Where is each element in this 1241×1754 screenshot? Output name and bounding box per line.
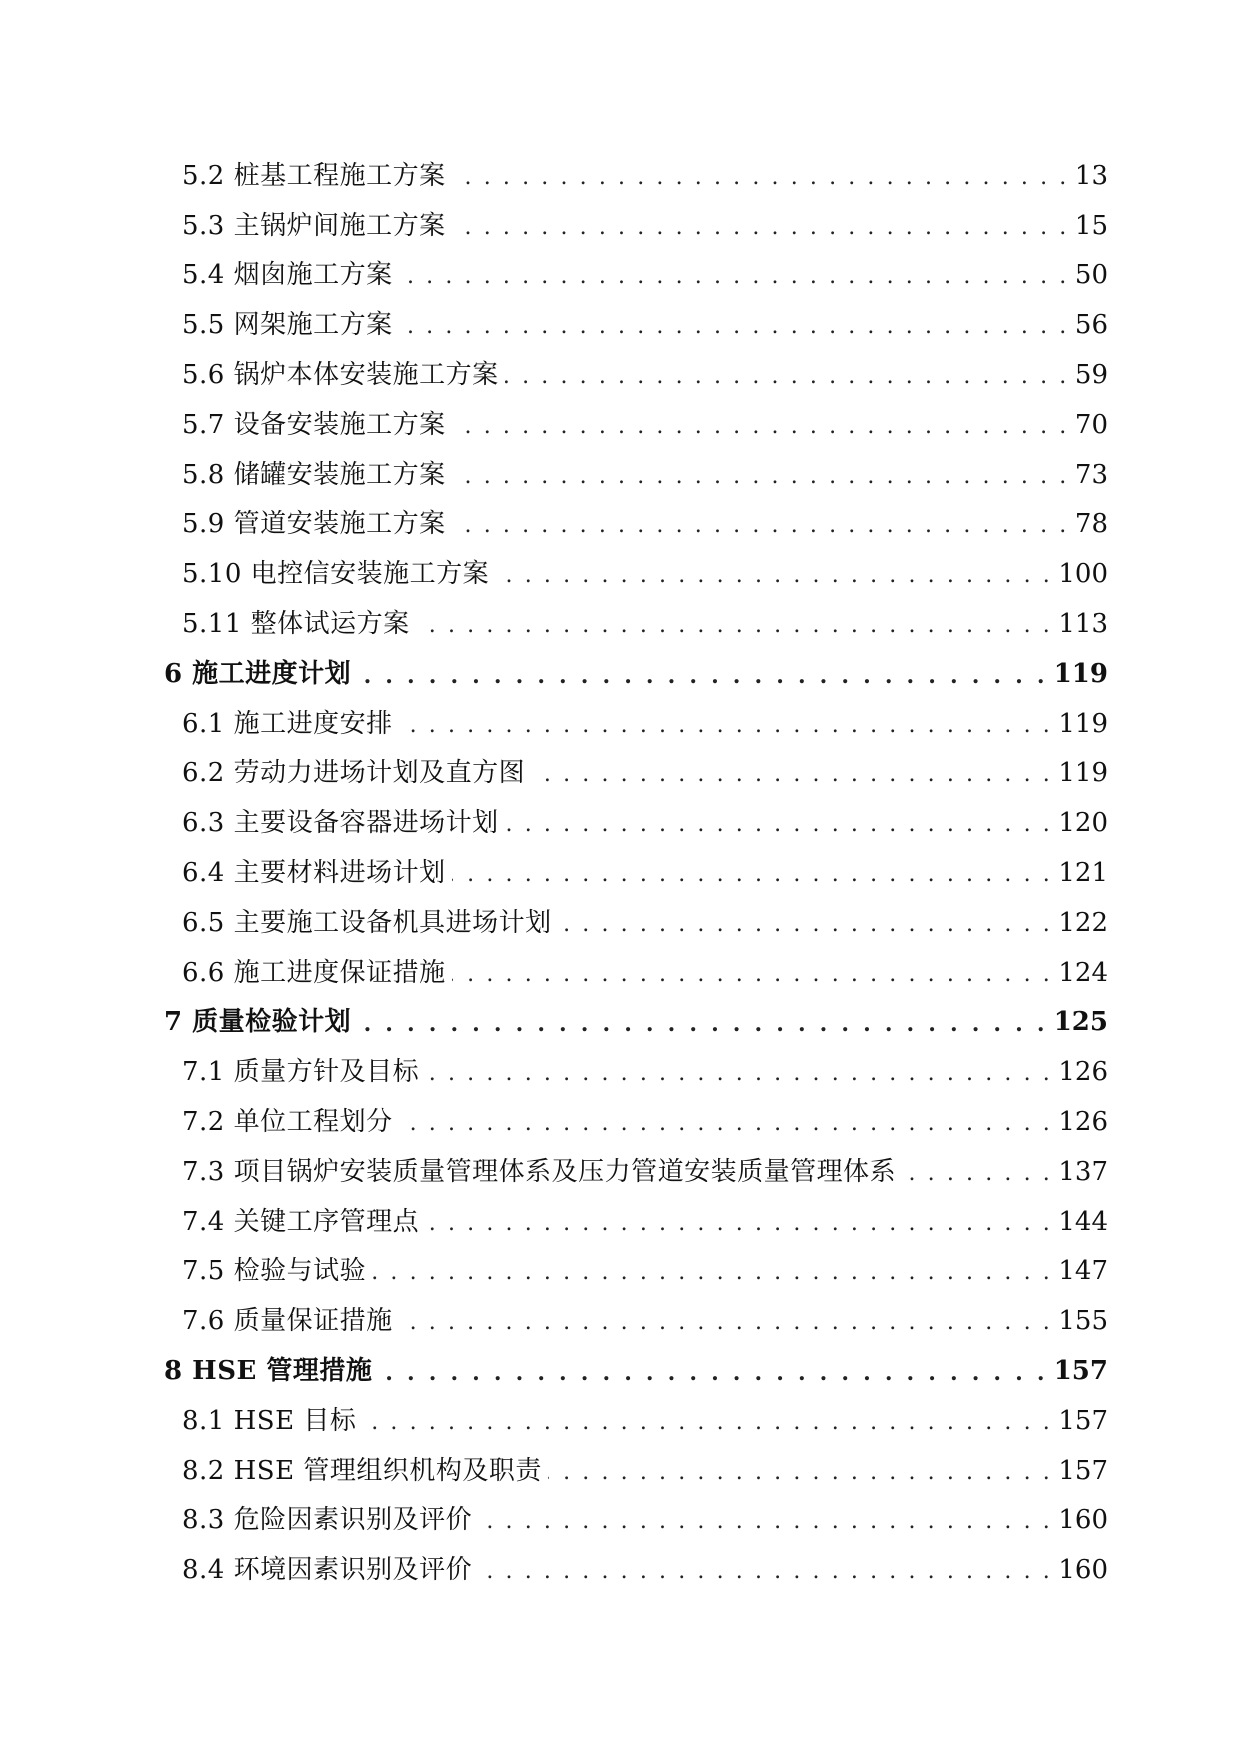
toc-entry-page-number: 121 bbox=[1058, 858, 1108, 889]
toc-entry-page-number: 50 bbox=[1074, 260, 1108, 291]
toc-entry-page-number: 13 bbox=[1074, 160, 1108, 191]
toc-entry-title: 5.5 网架施工方案 bbox=[182, 310, 393, 341]
toc-section-entry[interactable] bbox=[0, 500, 1241, 550]
toc-section-entry[interactable] bbox=[0, 948, 1241, 998]
toc-section-entry[interactable] bbox=[0, 1496, 1241, 1546]
toc-chapter-entry[interactable] bbox=[0, 649, 1241, 699]
toc-entry-page-number: 157 bbox=[1058, 1455, 1108, 1486]
toc-section-entry[interactable] bbox=[0, 1296, 1241, 1346]
toc-section-entry[interactable] bbox=[0, 400, 1241, 450]
toc-dot-leader bbox=[399, 310, 1069, 340]
toc-entry-title: 5.6 锅炉本体安装施工方案 bbox=[182, 360, 499, 391]
toc-entry-title: 7.6 质量保证措施 bbox=[182, 1306, 393, 1337]
toc-dot-leader bbox=[357, 1007, 1048, 1037]
toc-entry-page-number: 160 bbox=[1058, 1505, 1108, 1536]
toc-section-entry[interactable] bbox=[0, 1047, 1241, 1097]
toc-section-entry[interactable] bbox=[0, 1247, 1241, 1297]
toc-entry-page-number: 157 bbox=[1058, 1405, 1108, 1436]
toc-dot-leader bbox=[378, 1356, 1047, 1386]
toc-dot-leader bbox=[399, 709, 1053, 739]
toc-dot-leader bbox=[362, 1406, 1052, 1436]
toc-section-entry[interactable] bbox=[0, 749, 1241, 799]
toc-section-entry[interactable] bbox=[0, 848, 1241, 898]
toc-dot-leader bbox=[425, 1057, 1052, 1087]
toc-section-entry[interactable] bbox=[0, 699, 1241, 749]
toc-entry-page-number: 119 bbox=[1058, 758, 1108, 789]
toc-entry-page-number: 100 bbox=[1058, 559, 1108, 590]
toc-entry-title: 6.3 主要设备容器进场计划 bbox=[182, 808, 499, 839]
toc-section-entry[interactable] bbox=[0, 1197, 1241, 1247]
toc-dot-leader bbox=[416, 609, 1053, 639]
toc-section-entry[interactable] bbox=[0, 300, 1241, 350]
toc-dot-leader bbox=[478, 1555, 1052, 1585]
toc-entry-page-number: 126 bbox=[1058, 1107, 1108, 1138]
toc-entry-title: 5.11 整体试运方案 bbox=[182, 609, 410, 640]
toc-entry-title: 7.3 项目锅炉安装质量管理体系及压力管道安装质量管理体系 bbox=[182, 1156, 897, 1187]
toc-chapter-entry[interactable] bbox=[0, 1346, 1241, 1396]
toc-entry-title: 8.3 危险因素识别及评价 bbox=[182, 1505, 473, 1536]
toc-entry-page-number: 144 bbox=[1058, 1206, 1108, 1237]
toc-entry-page-number: 78 bbox=[1074, 509, 1108, 540]
toc-entry-title: 7.4 关键工序管理点 bbox=[182, 1206, 420, 1237]
toc-dot-leader bbox=[452, 858, 1053, 888]
toc-entry-title: 6.4 主要材料进场计划 bbox=[182, 858, 446, 889]
toc-entry-title: 7.2 单位工程划分 bbox=[182, 1107, 393, 1138]
toc-dot-leader bbox=[452, 211, 1069, 241]
toc-entry-page-number: 120 bbox=[1058, 808, 1108, 839]
toc-entry-page-number: 70 bbox=[1074, 409, 1108, 440]
toc-entry-title: 5.2 桩基工程施工方案 bbox=[182, 160, 446, 191]
toc-dot-leader bbox=[357, 659, 1048, 689]
toc-entry-title: 8.1 HSE 目标 bbox=[182, 1405, 357, 1436]
toc-section-entry[interactable] bbox=[0, 1097, 1241, 1147]
toc-section-entry[interactable] bbox=[0, 350, 1241, 400]
toc-entry-title: 5.7 设备安装施工方案 bbox=[182, 409, 446, 440]
toc-dot-leader bbox=[548, 1456, 1053, 1486]
toc-section-entry[interactable] bbox=[0, 1396, 1241, 1446]
toc-section-entry[interactable] bbox=[0, 1446, 1241, 1496]
toc-entry-page-number: 113 bbox=[1058, 609, 1108, 640]
toc-entry-title: 6.5 主要施工设备机具进场计划 bbox=[182, 907, 552, 938]
toc-entry-title: 5.3 主锅炉间施工方案 bbox=[182, 210, 446, 241]
toc-dot-leader bbox=[372, 1256, 1052, 1286]
toc-section-entry[interactable] bbox=[0, 898, 1241, 948]
toc-dot-leader bbox=[452, 460, 1069, 490]
toc-section-entry[interactable] bbox=[0, 201, 1241, 251]
toc-dot-leader bbox=[452, 958, 1053, 988]
toc-dot-leader bbox=[505, 360, 1069, 390]
toc-dot-leader bbox=[399, 260, 1069, 290]
toc-entry-title: 5.9 管道安装施工方案 bbox=[182, 509, 446, 540]
toc-entry-title: 8.2 HSE 管理组织机构及职责 bbox=[182, 1455, 542, 1486]
toc-dot-leader bbox=[495, 559, 1052, 589]
toc-chapter-entry[interactable] bbox=[0, 998, 1241, 1048]
toc-entry-page-number: 73 bbox=[1074, 459, 1108, 490]
toc-dot-leader bbox=[399, 1306, 1053, 1336]
toc-dot-leader bbox=[425, 1207, 1052, 1237]
toc-entry-title: 8 HSE 管理措施 bbox=[164, 1356, 373, 1387]
toc-section-entry[interactable] bbox=[0, 1147, 1241, 1197]
toc-dot-leader bbox=[452, 410, 1069, 440]
toc-section-entry[interactable] bbox=[0, 798, 1241, 848]
table-of-contents bbox=[0, 151, 1241, 1595]
toc-section-entry[interactable] bbox=[0, 151, 1241, 201]
toc-section-entry[interactable] bbox=[0, 549, 1241, 599]
toc-entry-page-number: 119 bbox=[1053, 658, 1108, 689]
toc-dot-leader bbox=[452, 509, 1069, 539]
toc-entry-title: 6.6 施工进度保证措施 bbox=[182, 957, 446, 988]
toc-entry-title: 5.8 储罐安装施工方案 bbox=[182, 459, 446, 490]
toc-entry-page-number: 56 bbox=[1074, 310, 1108, 341]
toc-entry-title: 6.2 劳动力进场计划及直方图 bbox=[182, 758, 526, 789]
toc-entry-title: 7.5 检验与试验 bbox=[182, 1256, 367, 1287]
toc-entry-title: 5.10 电控信安装施工方案 bbox=[182, 559, 490, 590]
toc-entry-page-number: 59 bbox=[1074, 360, 1108, 391]
toc-entry-page-number: 160 bbox=[1058, 1555, 1108, 1586]
toc-dot-leader bbox=[902, 1157, 1052, 1187]
toc-section-entry[interactable] bbox=[0, 450, 1241, 500]
toc-section-entry[interactable] bbox=[0, 599, 1241, 649]
toc-entry-title: 5.4 烟囱施工方案 bbox=[182, 260, 393, 291]
toc-entry-page-number: 157 bbox=[1053, 1356, 1108, 1387]
toc-entry-page-number: 137 bbox=[1058, 1156, 1108, 1187]
toc-entry-page-number: 15 bbox=[1074, 210, 1108, 241]
toc-section-entry[interactable] bbox=[0, 251, 1241, 301]
toc-entry-page-number: 125 bbox=[1053, 1007, 1108, 1038]
toc-entry-page-number: 155 bbox=[1058, 1306, 1108, 1337]
toc-dot-leader bbox=[452, 161, 1069, 191]
toc-entry-title: 6.1 施工进度安排 bbox=[182, 708, 393, 739]
toc-entry-page-number: 147 bbox=[1058, 1256, 1108, 1287]
toc-entry-title: 7.1 质量方针及目标 bbox=[182, 1057, 420, 1088]
toc-dot-leader bbox=[531, 758, 1052, 788]
toc-entry-title: 8.4 环境因素识别及评价 bbox=[182, 1555, 473, 1586]
toc-dot-leader bbox=[478, 1505, 1052, 1535]
toc-dot-leader bbox=[558, 908, 1053, 938]
toc-entry-page-number: 124 bbox=[1058, 957, 1108, 988]
toc-dot-leader bbox=[399, 1107, 1053, 1137]
toc-entry-title: 7 质量检验计划 bbox=[164, 1007, 352, 1038]
toc-section-entry[interactable] bbox=[0, 1545, 1241, 1595]
toc-entry-page-number: 126 bbox=[1058, 1057, 1108, 1088]
toc-entry-title: 6 施工进度计划 bbox=[164, 658, 352, 689]
toc-entry-page-number: 119 bbox=[1058, 708, 1108, 739]
toc-entry-page-number: 122 bbox=[1058, 907, 1108, 938]
toc-dot-leader bbox=[505, 808, 1053, 838]
